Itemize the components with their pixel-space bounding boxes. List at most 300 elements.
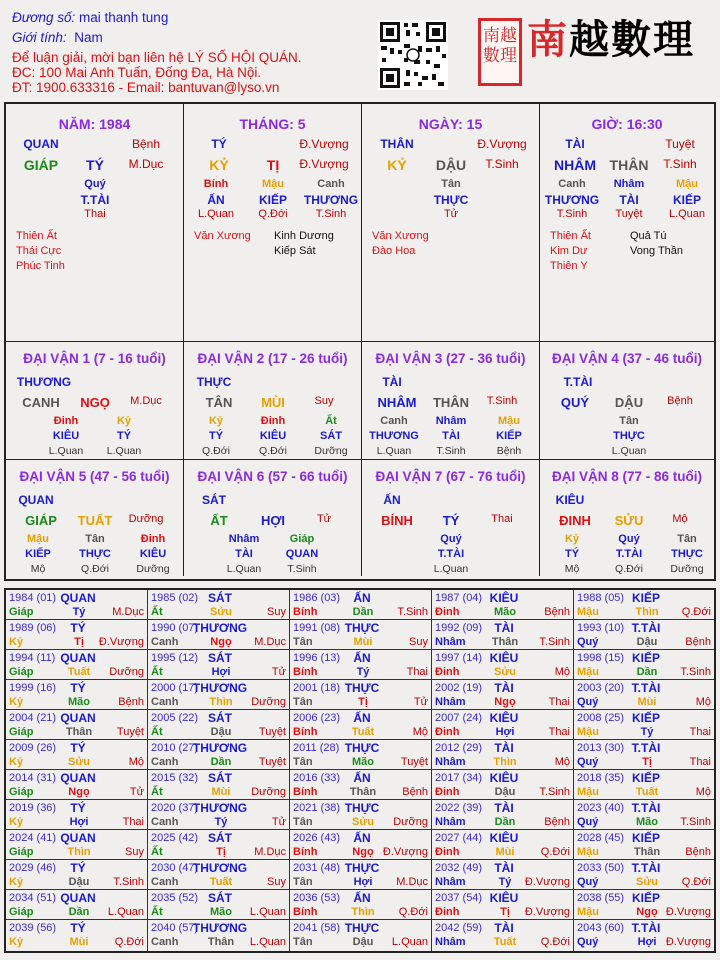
year-god: T.TÀI: [631, 741, 661, 755]
year-cell: [432, 920, 574, 951]
star-bad: Vong Thần: [630, 245, 684, 257]
year-god: KIÊU: [489, 771, 519, 785]
year-cell: [6, 860, 148, 890]
year-branch: Tý: [640, 726, 654, 738]
dai-van-stem: GIÁP: [25, 513, 57, 528]
hidden-god: THỰC: [433, 193, 469, 207]
hidden-stem: Mậu: [498, 415, 520, 427]
year-branch: Mão: [352, 756, 374, 768]
hidden-god: THƯƠNG: [369, 430, 419, 442]
year-branch: Tuất: [351, 726, 375, 738]
year-cell: [290, 920, 432, 951]
hidden-status: Tử: [443, 208, 459, 220]
year-stem: Đinh: [435, 846, 460, 858]
year-god: THƯƠNG: [192, 681, 248, 695]
year-status: Mộ: [695, 696, 711, 708]
pillar-branch: TỊ: [266, 157, 280, 173]
year-stem: Canh: [151, 936, 179, 948]
year-stem: Giáp: [9, 906, 34, 918]
hidden-status: L.Quan: [48, 445, 84, 457]
year-cell: [432, 620, 574, 650]
year-god: TÝ: [70, 921, 86, 935]
year-stem: Mậu: [577, 846, 599, 858]
year-god: THỰC: [344, 681, 380, 695]
dai-van-stem: TÂN: [205, 395, 233, 410]
hidden-stem: Kỷ: [116, 415, 132, 427]
hidden-stem: Mậu: [676, 178, 698, 190]
year-god: TÝ: [70, 801, 86, 815]
pillar-title: NGÀY: 15: [418, 116, 483, 132]
year-label: 2037 (54): [435, 892, 483, 904]
year-god: THỰC: [344, 621, 380, 635]
hidden-god: KIẾP: [25, 548, 51, 560]
year-label: 2009 (26): [9, 742, 57, 754]
year-label: 2001 (18): [293, 682, 341, 694]
year-god: KIÊU: [489, 831, 519, 845]
dai-van-title: ĐẠI VẬN 3 (27 - 36 tuổi): [375, 351, 526, 366]
pillar-god: QUAN: [23, 137, 59, 151]
hidden-stem: Quý: [618, 533, 640, 545]
year-stem: Ất: [151, 606, 163, 618]
year-status: T.Sinh: [680, 816, 711, 828]
year-branch: Tuất: [493, 936, 517, 948]
year-cell: [6, 800, 148, 830]
year-branch: Tị: [216, 846, 226, 858]
pillar-cell: [184, 104, 362, 342]
year-cell: [148, 710, 290, 740]
year-god: THỰC: [344, 921, 380, 935]
dai-van-status: Suy: [314, 395, 334, 407]
year-status: Đ.Vượng: [524, 906, 570, 918]
year-god: QUAN: [60, 591, 96, 605]
year-label: 2039 (56): [9, 922, 57, 934]
pillar-stem: NHÂM: [554, 157, 596, 173]
dai-van-stem: CANH: [22, 395, 60, 410]
star-good: Phúc Tinh: [16, 260, 65, 272]
year-branch: Mão: [494, 606, 516, 618]
year-cell: [6, 620, 148, 650]
year-status: Tuyệt: [258, 756, 286, 768]
year-label: 2002 (19): [435, 682, 483, 694]
year-label: 1999 (16): [9, 682, 57, 694]
year-branch: Tị: [500, 906, 510, 918]
dai-van-cell: [362, 342, 540, 460]
year-label: 2021 (38): [293, 802, 341, 814]
pillar-status2: Đ.Vượng: [299, 157, 349, 171]
year-label: 2024 (41): [9, 832, 57, 844]
year-label: 2040 (57): [151, 922, 199, 934]
year-god: THƯƠNG: [192, 741, 248, 755]
year-label: 2035 (52): [151, 892, 199, 904]
year-stem: Bính: [293, 846, 318, 858]
year-branch: Dậu: [352, 936, 374, 948]
pillar-god: TÀI: [565, 137, 585, 151]
year-label: 2028 (45): [577, 832, 625, 844]
year-status: Suy: [267, 606, 286, 618]
year-status: M.Dục: [112, 606, 144, 618]
year-cell: [6, 680, 148, 710]
year-god: TÀI: [494, 621, 514, 635]
year-stem: Mậu: [577, 606, 599, 618]
year-label: 1989 (06): [9, 622, 57, 634]
dai-van-god: T.TÀI: [563, 375, 593, 389]
pillar-status2: M.Dục: [128, 157, 164, 171]
year-label: 2033 (50): [577, 862, 625, 874]
year-status: Thai: [122, 816, 144, 828]
year-god: THỰC: [344, 861, 380, 875]
year-branch: Thân: [491, 636, 519, 648]
year-label: 1996 (13): [293, 652, 341, 664]
pillar-god: THÂN: [380, 137, 414, 151]
year-branch: Thân: [207, 936, 235, 948]
year-status: L.Quan: [107, 906, 144, 918]
hidden-god: TÝ: [116, 430, 132, 442]
year-status: L.Quan: [249, 906, 286, 918]
year-status: Q.Đới: [681, 876, 711, 888]
year-stem: Ất: [151, 666, 163, 678]
hidden-god: THƯƠNG: [544, 193, 600, 207]
year-status: Mộ: [412, 726, 428, 738]
year-label: 1991 (08): [293, 622, 341, 634]
year-label: 2020 (37): [151, 802, 199, 814]
year-god: KIẾP: [631, 831, 661, 845]
year-god: T.TÀI: [631, 801, 661, 815]
year-status: Dưỡng: [251, 696, 286, 708]
hidden-status: L.Quan: [668, 208, 706, 220]
year-label: 2008 (25): [577, 712, 625, 724]
year-status: Bệnh: [544, 606, 570, 618]
hidden-stem: Mậu: [262, 178, 284, 190]
hidden-status: Q.Đới: [259, 445, 287, 457]
dai-van-cell: [6, 342, 184, 460]
year-stem: Kỷ: [9, 816, 24, 828]
hidden-stem: Canh: [317, 178, 345, 190]
year-stem: Quý: [577, 816, 599, 828]
year-stem: Tân: [293, 696, 313, 708]
year-label: 2036 (53): [293, 892, 341, 904]
year-cell: [290, 740, 432, 770]
year-branch: Sửu: [493, 666, 517, 678]
year-status: Thai: [548, 726, 570, 738]
year-status: Thai: [689, 756, 711, 768]
pillar-cell: [362, 104, 540, 342]
year-branch: Tý: [356, 666, 370, 678]
hidden-god: THỰC: [79, 548, 111, 560]
year-god: ẤN: [353, 771, 371, 785]
hidden-stem: Nhâm: [435, 415, 467, 427]
year-god: SÁT: [208, 891, 232, 905]
year-branch: Thân: [633, 846, 661, 858]
year-branch: Tuất: [67, 666, 91, 678]
hidden-god: THỰC: [671, 548, 703, 560]
year-god: TÝ: [70, 681, 86, 695]
gender-value: Nam: [74, 30, 103, 45]
dai-van-branch: THÂN: [432, 395, 470, 410]
year-status: Mộ: [554, 756, 570, 768]
hidden-god: THƯƠNG: [303, 193, 359, 207]
year-stem: Tân: [293, 636, 313, 648]
hidden-god: TÀI: [619, 193, 639, 207]
pillar-status: Đ.Vượng: [477, 137, 527, 151]
hidden-god: TÝ: [564, 548, 580, 560]
year-branch: Thìn: [209, 696, 233, 708]
hidden-status: T.Sinh: [287, 563, 317, 575]
seal-logo: 南越 數理: [478, 18, 522, 86]
year-status: L.Quan: [249, 936, 286, 948]
year-status: Đ.Vượng: [665, 936, 711, 948]
year-status: Tử: [413, 696, 428, 708]
pillar-god: TÝ: [211, 137, 227, 151]
hidden-stem: Nhâm: [613, 178, 645, 190]
year-branch: Thìn: [635, 606, 659, 618]
address-line: ĐC: 100 Mai Anh Tuấn, Đống Đa, Hà Nội.: [12, 65, 262, 80]
year-branch: Dậu: [494, 786, 516, 798]
year-stem: Giáp: [9, 666, 34, 678]
dai-van-god: THƯƠNG: [16, 375, 72, 389]
year-status: Suy: [267, 876, 286, 888]
year-god: THƯƠNG: [192, 921, 248, 935]
year-stem: Giáp: [9, 786, 34, 798]
year-cell: [574, 860, 714, 890]
year-cell: [148, 620, 290, 650]
year-stem: Mậu: [577, 726, 599, 738]
year-branch: Dần: [494, 816, 516, 828]
year-status: Q.Đới: [681, 606, 711, 618]
year-god: QUAN: [60, 711, 96, 725]
hidden-god: THỰC: [613, 430, 645, 442]
year-branch: Tý: [72, 606, 86, 618]
year-status: Tuyệt: [400, 756, 428, 768]
year-stem: Quý: [577, 636, 599, 648]
year-god: THỰC: [344, 741, 380, 755]
year-cell: [290, 650, 432, 680]
hidden-status: Tuyệt: [615, 208, 643, 220]
year-cell: [574, 680, 714, 710]
hidden-god: KIẾP: [258, 193, 288, 207]
year-cell: [574, 920, 714, 951]
year-branch: Mùi: [637, 696, 657, 708]
dai-van-cell: [184, 342, 362, 460]
year-status: Bệnh: [118, 696, 144, 708]
dai-van-stem: ĐINH: [559, 513, 591, 528]
year-stem: Ất: [151, 726, 163, 738]
hidden-status: Q.Đới: [258, 208, 288, 220]
dai-van-god: TÀI: [382, 375, 402, 389]
year-branch: Dần: [636, 666, 658, 678]
year-label: 1995 (12): [151, 652, 199, 664]
year-stem: Mậu: [577, 906, 599, 918]
year-cell: [432, 680, 574, 710]
pillar-branch: THÂN: [609, 157, 649, 173]
hidden-stem: Kỷ: [564, 533, 580, 545]
year-label: 2043 (60): [577, 922, 625, 934]
year-branch: Mão: [210, 906, 232, 918]
pillar-stem: KỶ: [209, 157, 229, 173]
year-stem: Bính: [293, 606, 318, 618]
year-stem: Ất: [151, 846, 163, 858]
hidden-status: Q.Đới: [615, 563, 643, 575]
year-stem: Ất: [151, 906, 163, 918]
hidden-status: L.Quan: [376, 445, 412, 457]
year-label: 2042 (59): [435, 922, 483, 934]
year-label: 2014 (31): [9, 772, 57, 784]
year-god: T.TÀI: [631, 681, 661, 695]
hidden-status: L.Quan: [106, 445, 142, 457]
dai-van-status: M.Dục: [130, 395, 162, 407]
year-stem: Nhâm: [435, 936, 466, 948]
year-god: KIẾP: [631, 771, 661, 785]
hidden-stem: Bính: [203, 178, 229, 190]
year-label: 2034 (51): [9, 892, 57, 904]
year-branch: Ngọ: [636, 906, 658, 918]
year-label: 1986 (03): [293, 592, 341, 604]
year-god: TÀI: [494, 681, 514, 695]
star-bad: Kiếp Sát: [274, 245, 316, 257]
year-god: T.TÀI: [631, 861, 661, 875]
dai-van-status: Tử: [316, 513, 332, 525]
year-god: SÁT: [208, 831, 232, 845]
year-cell: [6, 650, 148, 680]
year-cell: [6, 740, 148, 770]
year-label: 2006 (23): [293, 712, 341, 724]
hidden-stem: Tân: [677, 533, 697, 545]
hidden-status: Q.Đới: [81, 563, 109, 575]
year-label: 2030 (47): [151, 862, 199, 874]
year-status: Q.Đới: [398, 906, 428, 918]
year-cell: [290, 800, 432, 830]
year-branch: Sửu: [209, 606, 233, 618]
hidden-god: KIÊU: [52, 430, 80, 442]
year-god: TÝ: [70, 621, 86, 635]
hidden-status: L.Quan: [611, 445, 647, 457]
year-cell: [432, 590, 574, 620]
year-status: Thai: [689, 726, 711, 738]
year-cell: [432, 890, 574, 920]
year-label: 2025 (42): [151, 832, 199, 844]
hidden-god: KIẾP: [496, 430, 522, 442]
hidden-status: L.Quan: [197, 208, 235, 220]
year-cell: [148, 860, 290, 890]
year-stem: Bính: [293, 666, 318, 678]
year-god: TÝ: [70, 741, 86, 755]
pillar-branch: TÝ: [86, 157, 104, 173]
year-status: Đ.Vượng: [98, 636, 144, 648]
year-stem: Nhâm: [435, 636, 466, 648]
year-god: THƯƠNG: [192, 861, 248, 875]
year-branch: Tị: [74, 636, 84, 648]
year-branch: Thân: [65, 726, 93, 738]
hidden-god: T.TÀI: [437, 548, 465, 560]
year-stem: Canh: [151, 756, 179, 768]
year-branch: Hợi: [211, 666, 231, 678]
hidden-status: Bệnh: [496, 445, 522, 457]
year-status: Đ.Vượng: [665, 906, 711, 918]
star-bad: Kinh Dương: [274, 230, 334, 242]
year-branch: Dần: [352, 606, 374, 618]
dai-van-cell: [362, 460, 540, 576]
star-bad: Quả Tú: [630, 230, 667, 242]
hidden-god: KIẾP: [672, 193, 702, 207]
hidden-status: Mộ: [564, 563, 580, 575]
dai-van-branch: HỢI: [260, 513, 286, 528]
year-cell: [148, 680, 290, 710]
hidden-god: TÝ: [208, 430, 224, 442]
year-branch: Dậu: [636, 636, 658, 648]
hidden-stem: Giáp: [289, 533, 315, 545]
year-label: 2000 (17): [151, 682, 199, 694]
hidden-status: L.Quan: [226, 563, 262, 575]
year-status: Thai: [406, 666, 428, 678]
dai-van-title: ĐẠI VẬN 5 (47 - 56 tuổi): [19, 469, 170, 484]
star-good: Thiên Y: [550, 260, 588, 272]
year-god: QUAN: [60, 891, 96, 905]
year-god: KIẾP: [631, 711, 661, 725]
year-cell: [290, 860, 432, 890]
year-stem: Tân: [293, 816, 313, 828]
year-cell: [432, 770, 574, 800]
year-stem: Canh: [151, 696, 179, 708]
pillar-stem: KỶ: [387, 157, 407, 173]
star-good: Văn Xương: [194, 230, 251, 242]
hidden-status: Mộ: [30, 563, 46, 575]
year-status: Q.Đới: [540, 846, 570, 858]
dai-van-god: THỰC: [196, 375, 232, 389]
year-branch: Mão: [68, 696, 90, 708]
year-stem: Ất: [151, 786, 163, 798]
year-status: Đ.Vượng: [382, 846, 428, 858]
year-cell: [148, 590, 290, 620]
year-cell: [148, 650, 290, 680]
year-cell: [290, 890, 432, 920]
year-label: 2022 (39): [435, 802, 483, 814]
year-stem: Kỷ: [9, 696, 24, 708]
year-cell: [574, 620, 714, 650]
year-god: SÁT: [208, 651, 232, 665]
year-stem: Kỷ: [9, 756, 24, 768]
dai-van-cell: [6, 460, 184, 576]
year-stem: Nhâm: [435, 876, 466, 888]
year-label: 1994 (11): [9, 652, 56, 664]
year-status: Suy: [125, 846, 144, 858]
hidden-status: L.Quan: [433, 563, 469, 575]
hidden-stem: Tân: [441, 178, 461, 190]
hidden-god: ẤN: [207, 193, 225, 207]
year-stem: Tân: [293, 756, 313, 768]
year-cell: [6, 770, 148, 800]
year-branch: Tuất: [209, 876, 233, 888]
year-stem: Mậu: [577, 666, 599, 678]
year-god: THƯƠNG: [192, 621, 248, 635]
year-stem: Đinh: [435, 726, 460, 738]
year-branch: Ngọ: [210, 636, 232, 648]
year-cell: [6, 920, 148, 951]
contact-line: Để luận giải, mời bạn liên hệ LÝ SỐ HỘI QUÁN.: [12, 50, 302, 65]
year-label: 2012 (29): [435, 742, 483, 754]
year-stem: Giáp: [9, 726, 34, 738]
year-branch: Tý: [214, 816, 228, 828]
hidden-god: T.TÀI: [80, 193, 110, 207]
year-stem: Quý: [577, 936, 599, 948]
year-label: 1985 (02): [151, 592, 199, 604]
pillar-status2: T.Sinh: [485, 157, 519, 171]
dai-van-title: ĐẠI VẬN 2 (17 - 26 tuổi): [197, 351, 348, 366]
year-stem: Kỷ: [9, 876, 24, 888]
year-stem: Canh: [151, 816, 179, 828]
year-label: 2032 (49): [435, 862, 483, 874]
year-status: Dưỡng: [393, 816, 428, 828]
pillar-cell: [540, 104, 714, 342]
year-branch: Hợi: [69, 816, 89, 828]
